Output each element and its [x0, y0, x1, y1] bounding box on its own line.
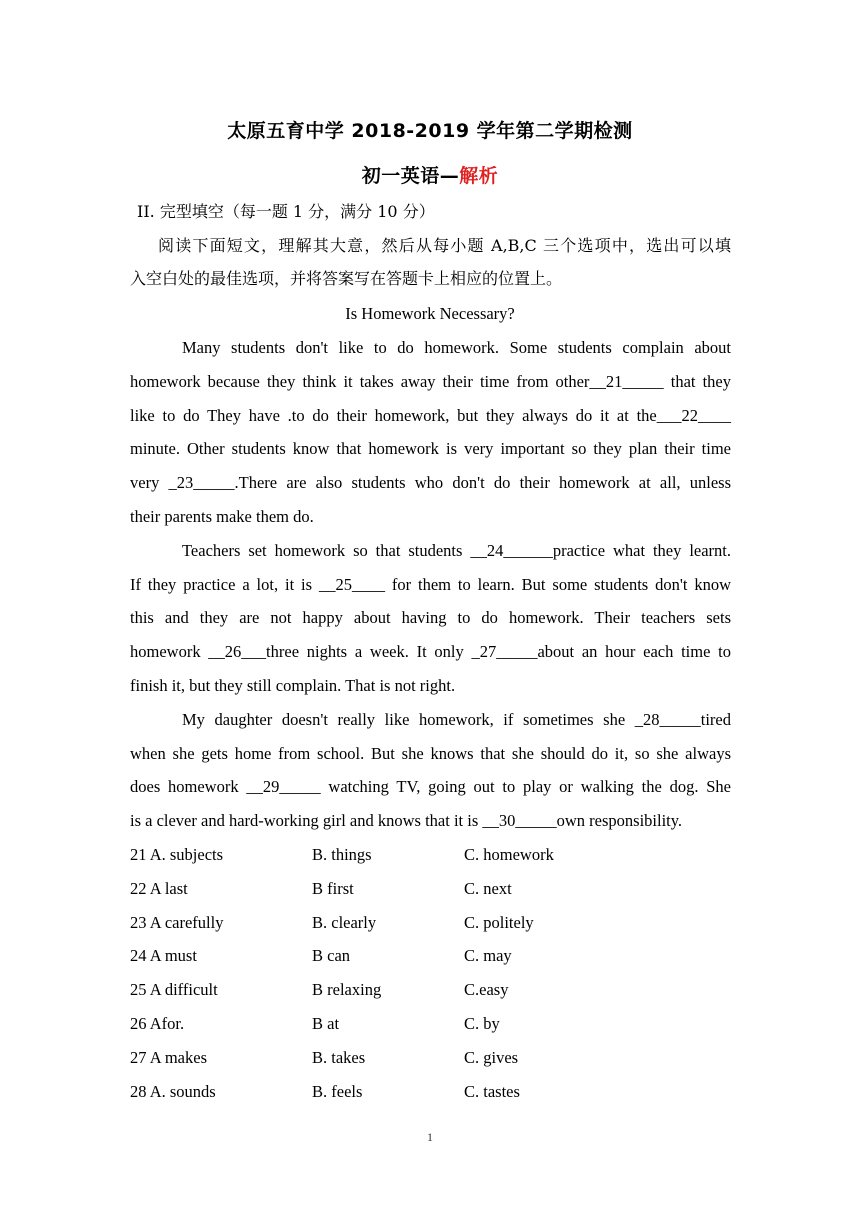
passage-title: Is Homework Necessary? — [345, 304, 515, 323]
passage-line: is a clever and hard-working girl and knows that it is __30_____own responsibility. — [130, 811, 683, 830]
page-number: 1 — [427, 1130, 433, 1144]
subtitle-main: 初一英语— — [361, 165, 460, 187]
section-heading: II. 完型填空（每一题 1 分，满分 10 分） — [137, 202, 435, 221]
option-c: C. homework — [464, 845, 554, 864]
option-a: 22 A last — [130, 879, 188, 898]
passage-line: like to do They have .to do their homework, but they always do it at the___22____ — [130, 406, 731, 425]
option-a: 23 A carefully — [130, 913, 224, 932]
option-b: B. clearly — [312, 913, 377, 932]
passage-line: very _23_____.There are also students who don't do their homework at all, unless — [130, 473, 731, 492]
option-a: 24 A must — [130, 946, 197, 965]
option-c: C. tastes — [464, 1082, 520, 1101]
option-b: B. takes — [312, 1048, 366, 1067]
passage-line: If they practice a lot, it is __25____ for them to learn. But some students don't know — [130, 575, 731, 594]
passage-line: Many students don't like to do homework. Some students complain about — [182, 338, 731, 357]
option-a: 28 A. sounds — [130, 1082, 216, 1101]
subtitle-accent: 解析 — [459, 165, 499, 187]
passage-line: homework __26___three nights a week. It only _27_____about an hour each time to — [130, 642, 731, 661]
passage-line: homework because they think it takes away their time from other__21_____ that they — [130, 372, 731, 391]
option-b: B relaxing — [312, 980, 382, 999]
option-b: B. things — [312, 845, 372, 864]
option-a: 21 A. subjects — [130, 845, 224, 864]
option-a: 25 A difficult — [130, 980, 218, 999]
passage-line: finish it, but they still complain. That is not right. — [130, 676, 456, 695]
option-b: B can — [312, 946, 351, 965]
passage-line: minute. Other students know that homework is very important so they plan their time — [130, 439, 731, 458]
option-c: C. gives — [464, 1048, 519, 1067]
passage-line: My daughter doesn't really like homework, if sometimes she _28_____tired — [182, 710, 731, 729]
passage-line: when she gets home from school. But she knows that she should do it, so she always — [130, 744, 731, 763]
option-b: B at — [312, 1014, 340, 1033]
passage-line: their parents make them do. — [130, 507, 314, 526]
passage-line: this and they are not happy about having to do homework. Their teachers sets — [130, 608, 731, 627]
option-c: C. by — [464, 1014, 500, 1033]
option-b: B first — [312, 879, 354, 898]
instruction-line: 入空白处的最佳选项，并将答案写在答题卡上相应的位置上。 — [130, 269, 563, 288]
option-a: 26 Afor. — [130, 1014, 185, 1033]
document-title: 太原五育中学 2018-2019 学年第二学期检测 — [227, 120, 633, 142]
option-a: 27 A makes — [130, 1048, 207, 1067]
passage-line: Teachers set homework so that students __24______practice what they learnt. — [182, 541, 731, 560]
document-subtitle — [0, 161, 860, 188]
option-b: B. feels — [312, 1082, 363, 1101]
option-c: C. next — [464, 879, 512, 898]
option-c: C.easy — [464, 980, 509, 999]
passage-line: does homework __29_____ watching TV, going out to play or walking the dog. She — [130, 777, 731, 796]
option-c: C. may — [464, 946, 512, 965]
option-c: C. politely — [464, 913, 534, 932]
instruction-line: 阅读下面短文，理解其大意，然后从每小题 A,B,C 三个选项中，选出可以填 — [158, 236, 731, 255]
